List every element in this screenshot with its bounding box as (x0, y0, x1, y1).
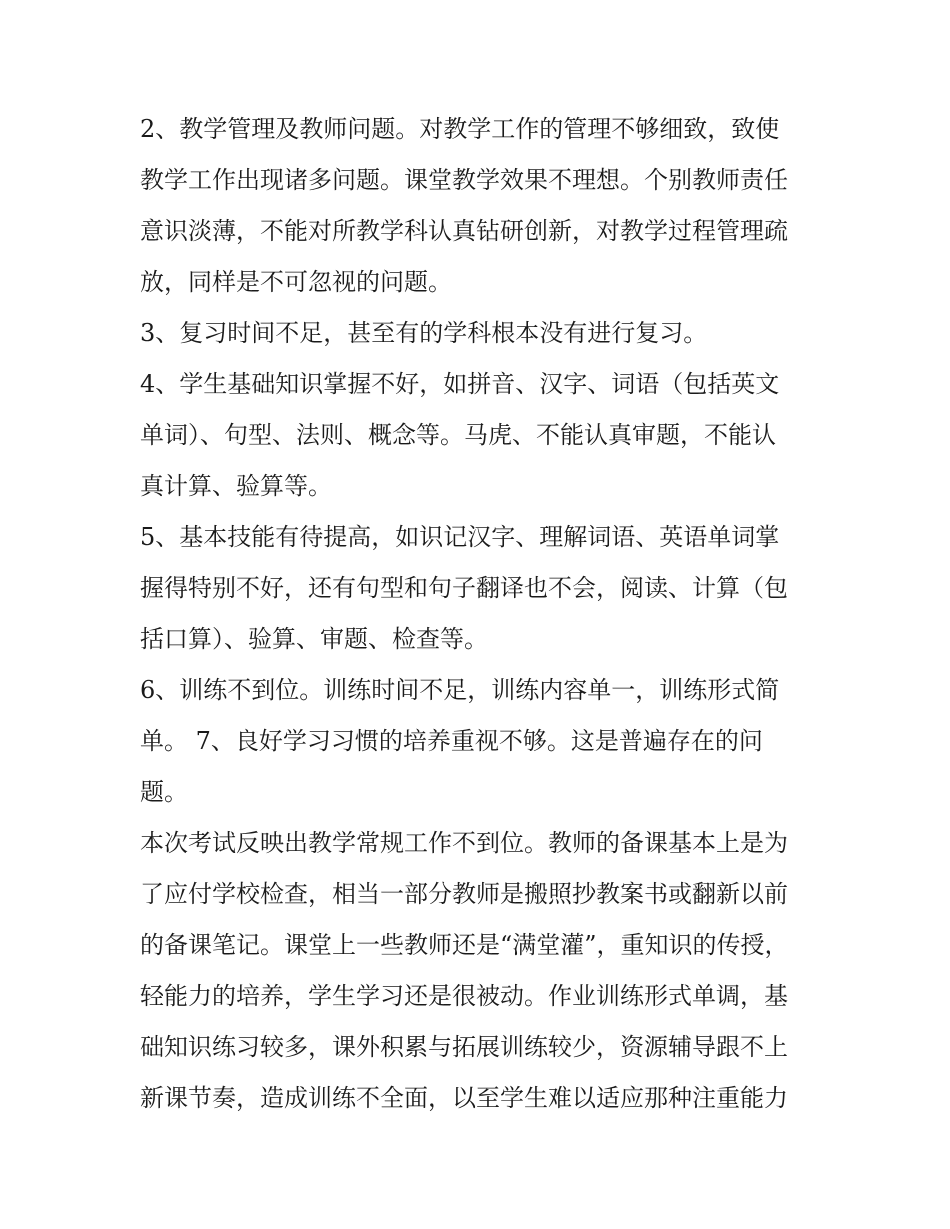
text-line: 了应付学校检查，相当一部分教师是搬照抄教案书或翻新以前 (140, 880, 788, 908)
text-line: 轻能力的培养，学生学习还是很被动。作业训练形式单调，基 (140, 982, 788, 1010)
document-body (140, 104, 820, 1124)
text-line: 握得特别不好，还有句型和句子翻译也不会，阅读、计算（包 (140, 574, 788, 602)
text-line: 真计算、验算等。 (140, 472, 332, 500)
text-line: 括口算）、验算、审题、检查等。 (140, 625, 488, 653)
text-line: 5、基本技能有待提高，如识记汉字、理解词语、英语单词掌 (140, 523, 780, 551)
text-line: 4、学生基础知识掌握不好，如拼音、汉字、词语（包括英文 (140, 370, 780, 398)
text-line: 6、训练不到位。训练时间不足，训练内容单一，训练形式简 (140, 676, 780, 704)
text-line: 题。 (140, 778, 188, 806)
text-line: 单词）、句型、法则、概念等。马虎、不能认真审题，不能认 (140, 421, 776, 449)
text-line: 放，同样是不可忽视的问题。 (140, 268, 452, 296)
text-line: 的备课笔记。课堂上一些教师还是“满堂灌”，重知识的传授， (140, 931, 789, 959)
text-line: 新课节奏，造成训练不全面，以至学生难以适应那种注重能力 (140, 1084, 788, 1112)
text-line: 础知识练习较多，课外积累与拓展训练较少，资源辅导跟不上 (140, 1033, 788, 1061)
text-line: 本次考试反映出教学常规工作不到位。教师的备课基本上是为 (140, 829, 788, 857)
text-line: 意识淡薄，不能对所教学科认真钻研创新，对教学过程管理疏 (140, 217, 788, 245)
text-line: 单。 7、良好学习习惯的培养重视不够。这是普遍存在的问 (140, 727, 763, 755)
text-line: 教学工作出现诸多问题。课堂教学效果不理想。个别教师责任 (140, 166, 788, 194)
text-line: 3、复习时间不足，甚至有的学科根本没有进行复习。 (140, 319, 708, 347)
text-line: 2、教学管理及教师问题。对教学工作的管理不够细致，致使 (140, 115, 780, 143)
